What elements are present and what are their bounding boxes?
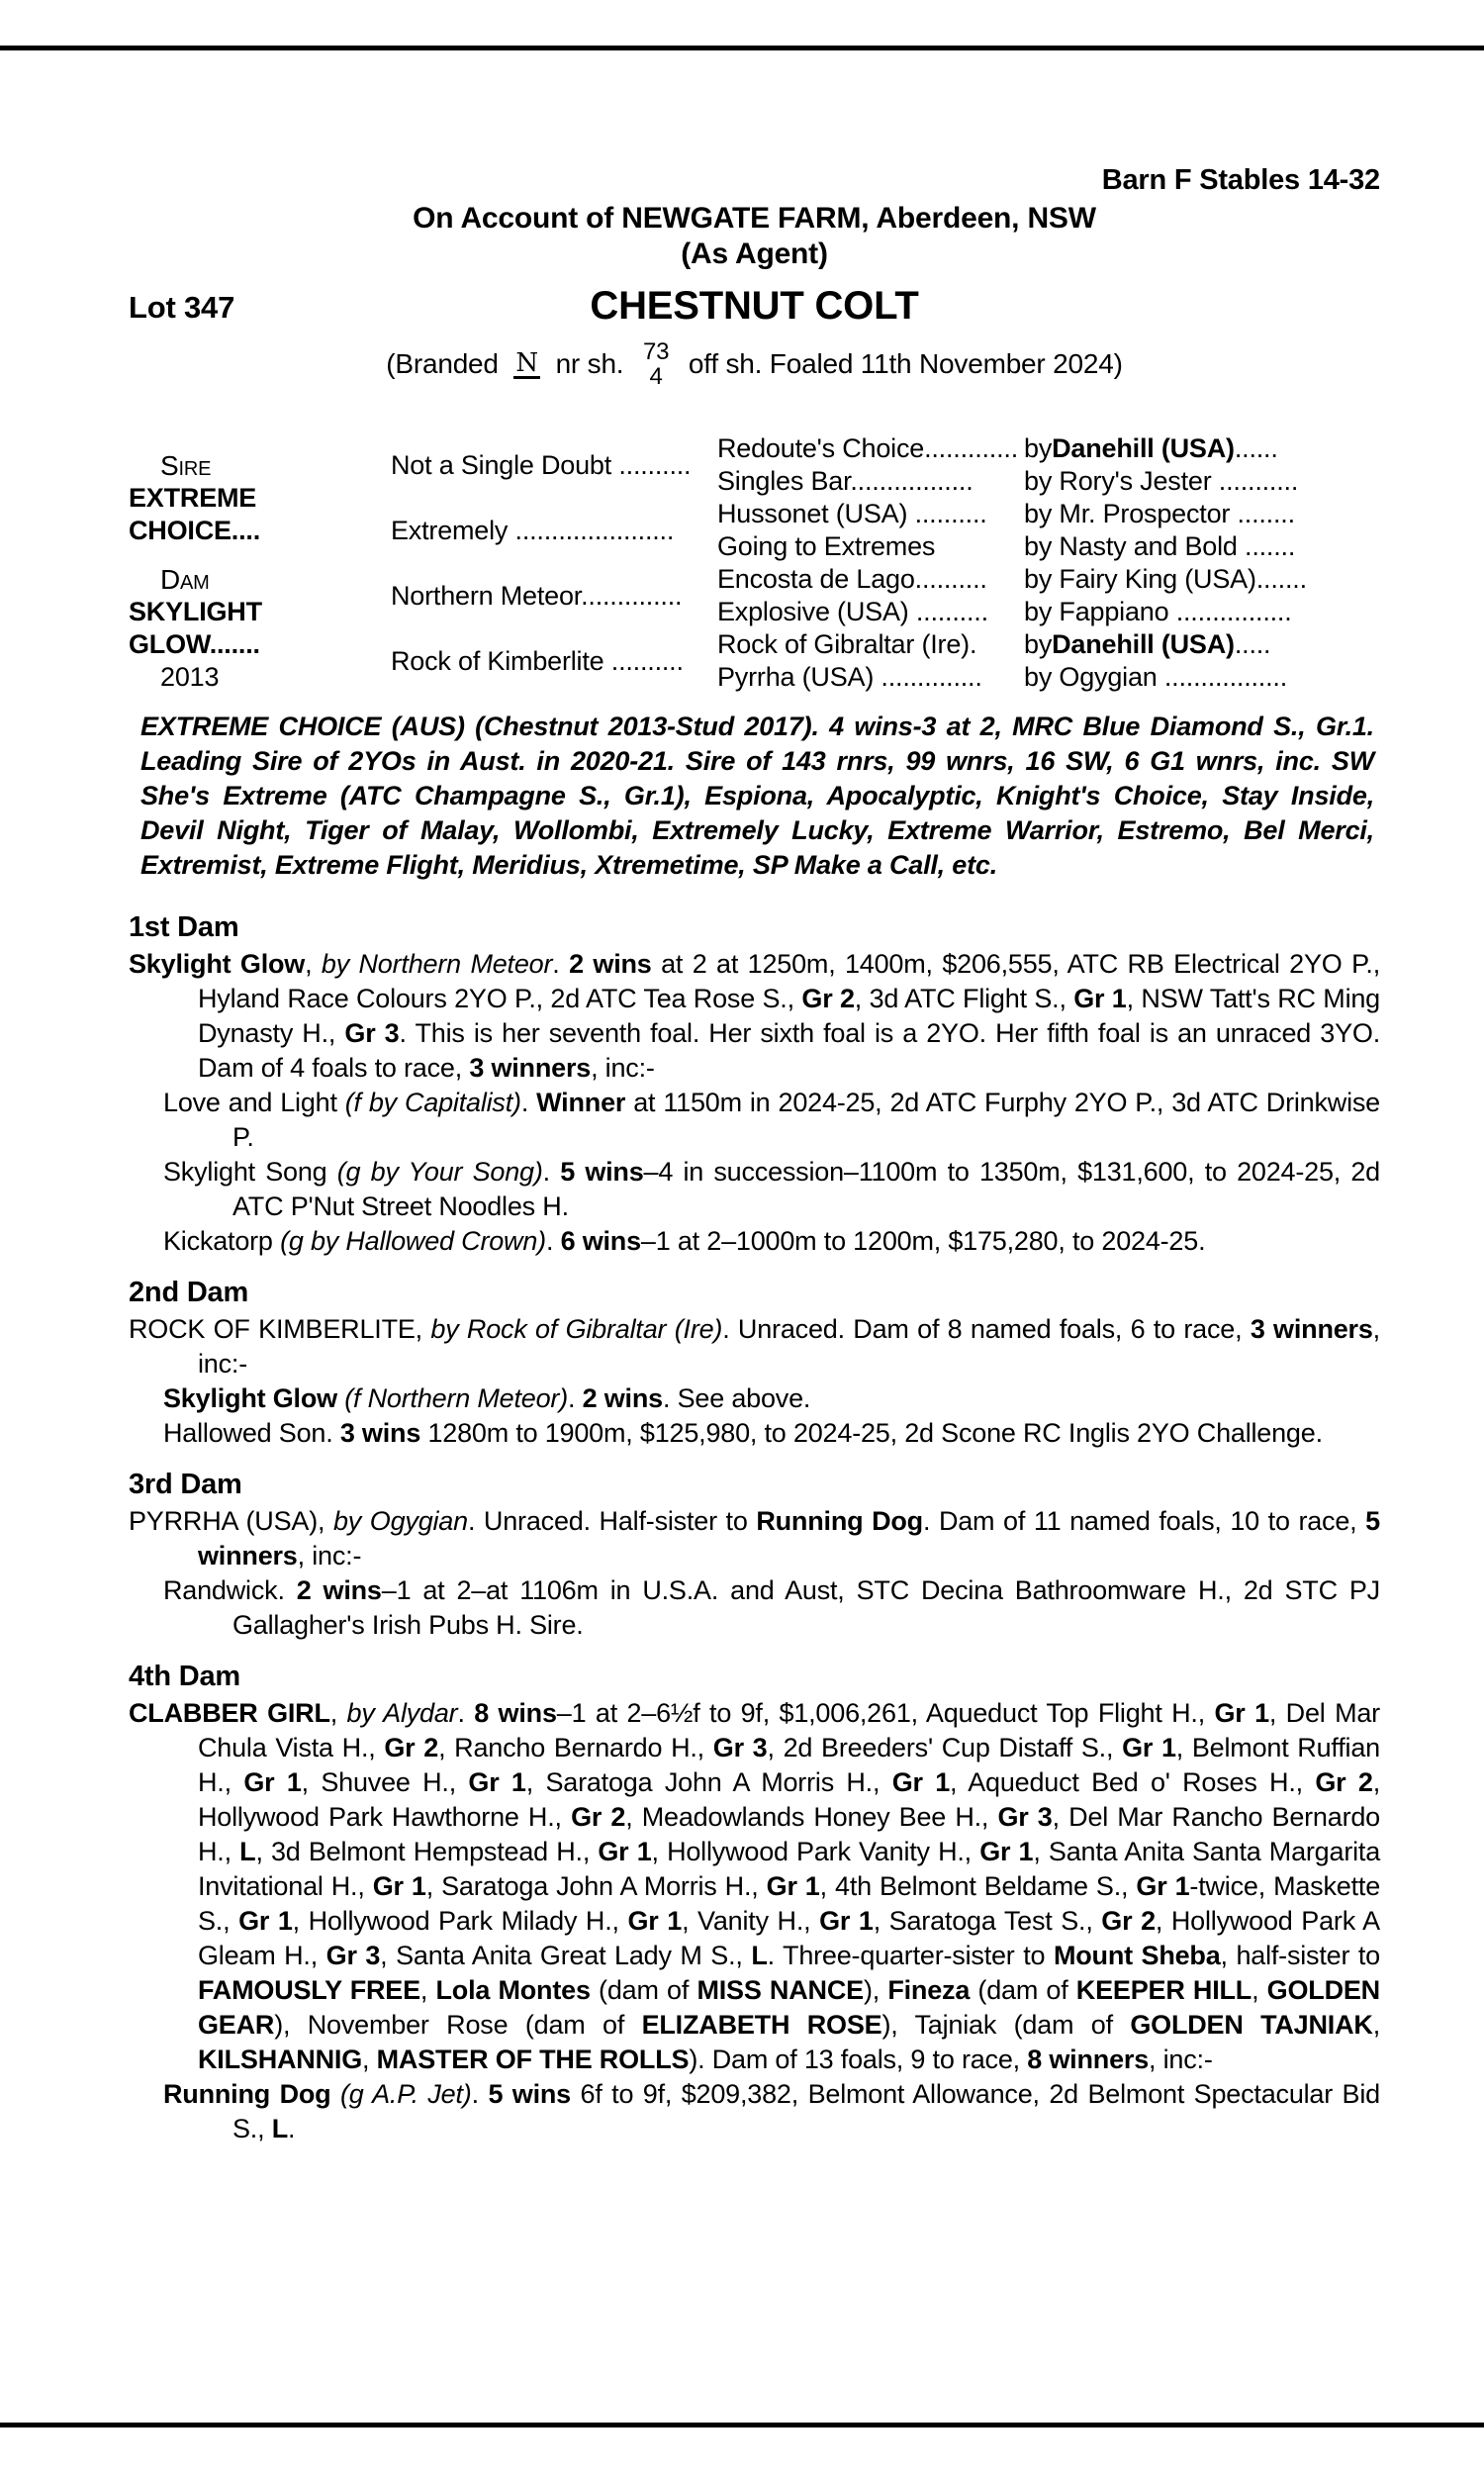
- progeny-paragraph: Skylight Song (g by Your Song). 5 wins–4 in succession–1100m to 1350m, $131,600, to 2024-25, 2d ATC P'Nut Street Noodles H.: [163, 1157, 1380, 1221]
- gen4-cell: by Nasty and Bold .......: [1024, 531, 1296, 561]
- pedigree-gen4-column: [1024, 432, 1380, 694]
- pedigree-table: [129, 432, 1380, 694]
- gen3-cell: Hussonet (USA) ..........: [717, 499, 987, 528]
- pedigree-gen3-column: [717, 432, 1024, 694]
- dam-paragraph: PYRRHA (USA), by Ogygian. Unraced. Half-sister to Running Dog. Dam of 11 named foals, 10 to race, 5 winners, inc:-: [129, 1506, 1380, 1570]
- pedigree-gen2-column: [391, 432, 717, 694]
- sire-block: [129, 432, 391, 563]
- sire-summary: EXTREME CHOICE (AUS) (Chestnut 2013-Stud 2017). 4 wins-3 at 2, MRC Blue Diamond S., Gr.1. Leading Sire of 2YOs in Aust. in 2020-21. Sire of 143 rnrs, 99 wnrs, 16 SW, 6 G1 wnrs, inc. SW She's Extreme (ATC Champagne S., Gr.1), Espiona, Apocalyptic, Knight's Choice, Stay Inside, Devil Night, Tiger of Malay, Wollombi, Extremely Lucky, Extreme Warrior, Estremo, Bel Merci, Extremist, Extreme Flight, Meridius, Xtremetime, SP Make a Call, etc.: [140, 712, 1374, 880]
- page-title: CHESTNUT COLT: [590, 284, 919, 328]
- brand-number-bottom: 4: [649, 363, 663, 390]
- header: [129, 163, 1380, 389]
- progeny-paragraph: Love and Light (f by Capitalist). Winner at 1150m in 2024-25, 2d ATC Furphy 2YO P., 3d ATC Drinkwise P.: [163, 1088, 1380, 1152]
- gen3-cell: Encosta de Lago..........: [717, 564, 987, 594]
- gen4-cell: by Danehill (USA) ......: [1024, 433, 1278, 463]
- gen4-cell: by Rory's Jester ...........: [1024, 466, 1299, 496]
- gen4-cell: by Fappiano ................: [1024, 597, 1292, 626]
- branded-suffix: off sh. Foaled 11th November 2024): [688, 348, 1123, 379]
- dam-year: 2013: [160, 662, 220, 692]
- barn-location: Barn F Stables 14-32: [1101, 164, 1380, 196]
- page-content: [129, 0, 1380, 2146]
- gen4-cell: by Ogygian .................: [1024, 662, 1288, 692]
- section-heading-4th-dam: 4th Dam: [129, 1661, 241, 1692]
- dam-paragraph: Skylight Glow, by Northern Meteor. 2 wins at 2 at 1250m, 1400m, $206,555, ATC RB Electrical 2YO P., Hyland Race Colours 2YO P., 2d ATC Tea Rose S., Gr 2, 3d ATC Flight S., Gr 1, NSW Tatt's RC Ming Dynasty H., Gr 3. This is her seventh foal. Her sixth foal is a 2YO. Her fifth foal is an unraced 3YO. Dam of 4 foals to race, 3 winners, inc:-: [129, 949, 1380, 1083]
- progeny-paragraph: Kickatorp (g by Hallowed Crown). 6 wins–1 at 2–1000m to 1200m, $175,280, to 2024-25.: [163, 1226, 1206, 1256]
- dam-block: [129, 563, 391, 694]
- lot-number: Lot 347: [129, 290, 235, 325]
- section-1st-dam: [129, 909, 1380, 1259]
- branded-prefix: (Branded: [386, 348, 499, 379]
- gen3-cell: Pyrrha (USA) ..............: [717, 662, 982, 692]
- gen3-cell: Singles Bar.................: [717, 466, 974, 496]
- gen3-cell: Redoute's Choice.............: [717, 433, 1019, 463]
- section-heading-2nd-dam: 2nd Dam: [129, 1277, 249, 1308]
- dam-paragraph: CLABBER GIRL, by Alydar. 8 wins–1 at 2–6½f to 9f, $1,006,261, Aqueduct Top Flight H., Gr 1, Del Mar Chula Vista H., Gr 2, Rancho Bernardo H., Gr 3, 2d Breeders' Cup Distaff S., Gr 1, Belmont Ruffian H., Gr 1, Shuvee H., Gr 1, Saratoga John A Morris H., Gr 1, Aqueduct Bed o' Roses H., Gr 2, Hollywood Park Hawthorne H., Gr 2, Meadowlands Honey Bee H., Gr 3, Del Mar Rancho Bernardo H., L, 3d Belmont Hempstead H., Gr 1, Hollywood Park Vanity H., Gr 1, Santa Anita Santa Margarita Invitational H., Gr 1, Saratoga John A Morris H., Gr 1, 4th Belmont Beldame S., Gr 1-twice, Maskette S., Gr 1, Hollywood Park Milady H., Gr 1, Vanity H., Gr 1, Saratoga Test S., Gr 2, Hollywood Park A Gleam H., Gr 3, Santa Anita Great Lady M S., L. Three-quarter-sister to Mount Sheba, half-sister to FAMOUSLY FREE, Lola Montes (dam of MISS NANCE), Fineza (dam of KEEPER HILL, GOLDEN GEAR), November Rose (dam of ELIZABETH ROSE), Tajniak (dam of GOLDEN TAJNIAK, KILSHANNIG, MASTER OF THE ROLLS). Dam of 13 foals, 9 to race, 8 winners, inc:-: [129, 1698, 1381, 2074]
- progeny-paragraph: Running Dog (g A.P. Jet). 5 wins 6f to 9f, $209,382, Belmont Allowance, 2d Belmont Spectacular Bid S., L.: [163, 2079, 1380, 2143]
- progeny-paragraph: Hallowed Son. 3 wins 1280m to 1900m, $125,980, to 2024-25, 2d Scone RC Inglis 2YO Challenge.: [163, 1418, 1323, 1448]
- agent-line: (As Agent): [681, 238, 828, 270]
- branded-line: [129, 339, 1380, 389]
- section-heading-1st-dam: 1st Dam: [129, 911, 239, 943]
- gen4-cell: by Fairy King (USA).......: [1024, 564, 1307, 594]
- sire-role-label: Sire: [160, 449, 212, 481]
- dam-role-label: Dam: [160, 564, 210, 595]
- gen3-cell: Rock of Gibraltar (Ire).: [717, 629, 977, 659]
- bottom-rule: [0, 2423, 1484, 2427]
- gen2-cell: Extremely ......................: [391, 515, 675, 545]
- pedigree-gen1-column: [129, 432, 391, 694]
- dam-name: SKYLIGHT GLOW.......: [129, 597, 262, 659]
- progeny-paragraph: Skylight Glow (f Northern Meteor). 2 wins. See above.: [163, 1383, 811, 1413]
- lot-title-row: [129, 282, 1380, 330]
- gen2-cell: Not a Single Doubt ..........: [391, 449, 692, 480]
- dam-paragraph: ROCK OF KIMBERLITE, by Rock of Gibraltar (Ire). Unraced. Dam of 8 named foals, 6 to race, 3 winners, inc:-: [129, 1314, 1380, 1379]
- near-side-label: nr sh.: [555, 348, 624, 379]
- gen2-cell: Rock of Kimberlite ..........: [391, 645, 684, 676]
- gen4-cell: by Danehill (USA) .....: [1024, 629, 1271, 659]
- section-4th-dam: [129, 1659, 1380, 2146]
- gen4-cell: by Mr. Prospector ........: [1024, 499, 1295, 528]
- brand-number: [643, 339, 669, 389]
- sire-name: EXTREME CHOICE....: [129, 482, 261, 545]
- gen3-cell: Going to Extremes: [717, 531, 936, 561]
- progeny-paragraph: Randwick. 2 wins–1 at 2–at 1106m in U.S.A. and Aust, STC Decina Bathroomware H., 2d STC PJ Gallagher's Irish Pubs H. Sire.: [163, 1575, 1380, 1640]
- section-heading-3rd-dam: 3rd Dam: [129, 1469, 242, 1500]
- vendor-line: On Account of NEWGATE FARM, Aberdeen, NSW: [413, 202, 1096, 235]
- gen3-cell: Explosive (USA) ..........: [717, 597, 988, 626]
- brand-icon: N: [515, 347, 538, 378]
- section-3rd-dam: [129, 1467, 1380, 1643]
- brand-number-top: 73: [642, 338, 670, 365]
- section-2nd-dam: [129, 1275, 1380, 1451]
- gen2-cell: Northern Meteor..............: [391, 580, 683, 611]
